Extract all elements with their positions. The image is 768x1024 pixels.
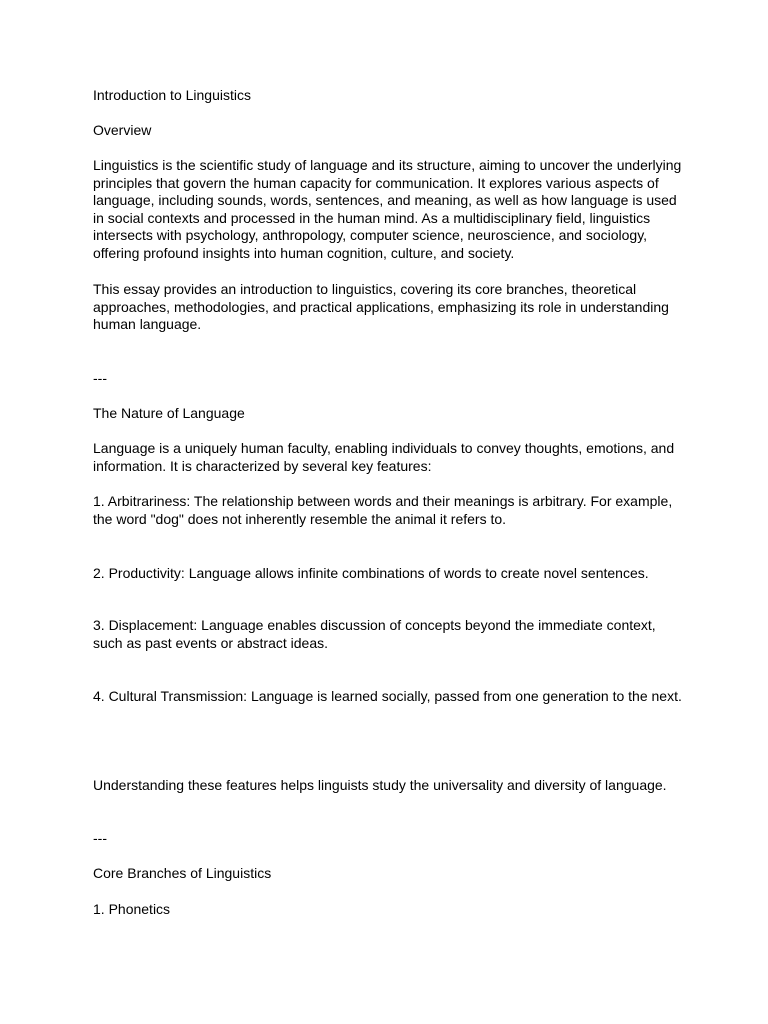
feature-item-displacement: 3. Displacement: Language enables discussion of concepts beyond the immediate context, such as past events or abstract ideas. — [93, 617, 656, 651]
nature-heading: The Nature of Language — [93, 405, 245, 421]
nature-conclusion: Understanding these features helps linguists study the universality and diversity of language. — [93, 777, 667, 793]
document-title: Introduction to Linguistics — [93, 87, 251, 103]
feature-item-arbitrariness: 1. Arbitrariness: The relationship between words and their meanings is arbitrary. For example, the word "dog" does not inherently resemble the animal it refers to. — [93, 493, 673, 527]
branches-heading: Core Branches of Linguistics — [93, 865, 272, 881]
section-separator-1: --- — [93, 370, 107, 386]
feature-item-cultural-transmission: 4. Cultural Transmission: Language is learned socially, passed from one generation to the next. — [93, 688, 682, 704]
nature-intro-paragraph: Language is a uniquely human faculty, enabling individuals to convey thoughts, emotions, and information. It is characterized by several key features: — [93, 440, 675, 474]
branch-item-phonetics: 1. Phonetics — [93, 901, 171, 917]
overview-heading: Overview — [93, 122, 152, 138]
overview-paragraph-1: Linguistics is the scientific study of language and its structure, aiming to uncover the underlying principles that govern the human capacity for communication. It explores various aspects of language, including sounds, words, sentences, and meaning, as well as how language is used in social contexts and processed in the human mind. As a multidisciplinary field, linguistics intersects with psychology, anthropology, computer science, neuroscience, and sociology, offering profound insights into human cognition, culture, and society. — [93, 157, 682, 261]
feature-item-productivity: 2. Productivity: Language allows infinite combinations of words to create novel sentences. — [93, 565, 649, 581]
overview-paragraph-2: This essay provides an introduction to linguistics, covering its core branches, theoretical approaches, methodologies, and practical applications, emphasizing its role in understanding human language. — [93, 281, 669, 333]
section-separator-2: --- — [93, 830, 107, 846]
